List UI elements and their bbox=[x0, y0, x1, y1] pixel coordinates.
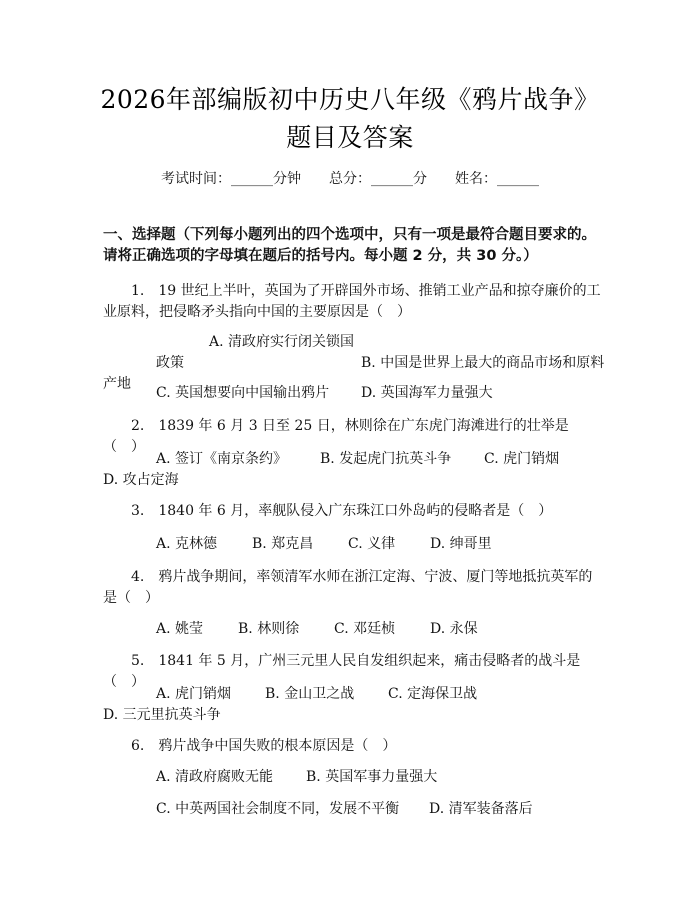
q1-option-a: A. 清政府实行闭关锁国政策 bbox=[156, 334, 355, 371]
q1-option-d: D. 英国海军力量强大 bbox=[361, 385, 493, 401]
exam-title-line2: 题目及答案 bbox=[286, 123, 414, 152]
question-2-text: 2. 1839 年 6 月 3 日至 25 日，林则徐在广东虎门海滩进行的壮举是（ ） bbox=[103, 418, 569, 455]
q5-option-a: A. 虎门销烟 bbox=[156, 686, 232, 702]
name-field: 姓名：______ bbox=[455, 171, 539, 187]
question-3-text: 3. 1840 年 6 月，率舰队侵入广东珠江口外岛屿的侵略者是（ ） bbox=[131, 503, 553, 519]
q2-option-a: A. 签订《南京条约》 bbox=[156, 451, 288, 467]
question-3-options bbox=[156, 534, 606, 555]
q1-option-b: B. 中国是世界上最大的商品市场和原料产地 bbox=[103, 355, 605, 392]
question-4-text: 4. 鸦片战争期间，率领清军水师在浙江定海、宁波、厦门等地抵抗英军的是（ ） bbox=[103, 569, 593, 606]
exam-time-field: 考试时间：______分钟 bbox=[161, 171, 301, 187]
q5-option-c: C. 定海保卫战 bbox=[388, 686, 478, 702]
q3-option-b: B. 郑克昌 bbox=[252, 536, 314, 552]
q4-option-a: A. 姚莹 bbox=[156, 621, 204, 637]
question-5-options bbox=[103, 684, 608, 726]
question-1-text: 1. 19 世纪上半叶，英国为了开辟国外市场、推销工业产品和掠夺廉价的工业原料，把侵略矛头指向中国的主要原因是（ ） bbox=[103, 283, 601, 320]
q6-option-b: B. 英国军事力量强大 bbox=[306, 769, 438, 785]
question-6-text: 6. 鸦片战争中国失败的根本原因是（ ） bbox=[131, 738, 397, 754]
question-6-options-row2 bbox=[156, 799, 606, 820]
q5-option-d: D. 三元里抗英斗争 bbox=[103, 707, 221, 723]
q4-option-b: B. 林则徐 bbox=[238, 621, 300, 637]
exam-title-line1: 2026年部编版初中历史八年级《鸦片战争》 bbox=[100, 85, 600, 114]
q5-option-b: B. 金山卫之战 bbox=[265, 686, 355, 702]
q3-option-a: A. 克林德 bbox=[156, 536, 218, 552]
q6-option-a: A. 清政府腐败无能 bbox=[156, 769, 274, 785]
section-heading: 一、选择题（下列每小题列出的四个选项中，只有一项是最符合题目要求的。请将正确选项的字母填在题后的括号内。每小题 2 分，共 30 分。） bbox=[103, 227, 596, 264]
q4-option-c: C. 邓廷桢 bbox=[334, 621, 396, 637]
question-1-options-row2 bbox=[156, 383, 606, 404]
q4-option-d: D. 永保 bbox=[430, 621, 478, 637]
q3-option-d: D. 绅哥里 bbox=[430, 536, 492, 552]
exam-meta bbox=[0, 168, 700, 188]
q3-option-c: C. 义律 bbox=[348, 536, 396, 552]
question-4-options bbox=[156, 619, 606, 640]
total-score-field: 总分：______分 bbox=[329, 171, 427, 187]
q2-option-c: C. 虎门销烟 bbox=[484, 451, 560, 467]
question-2-options bbox=[103, 449, 608, 491]
q6-option-c: C. 中英两国社会制度不同，发展不平衡 bbox=[156, 801, 400, 817]
q6-option-d: D. 清军装备落后 bbox=[429, 801, 533, 817]
question-6-options-row1 bbox=[156, 767, 606, 788]
q2-option-d: D. 攻占定海 bbox=[103, 472, 179, 488]
q1-option-c: C. 英国想要向中国输出鸦片 bbox=[156, 385, 330, 401]
question-5-text: 5. 1841 年 5 月，广州三元里人民自发组织起来，痛击侵略者的战斗是（ ） bbox=[103, 653, 581, 690]
q2-option-b: B. 发起虎门抗英斗争 bbox=[320, 451, 452, 467]
